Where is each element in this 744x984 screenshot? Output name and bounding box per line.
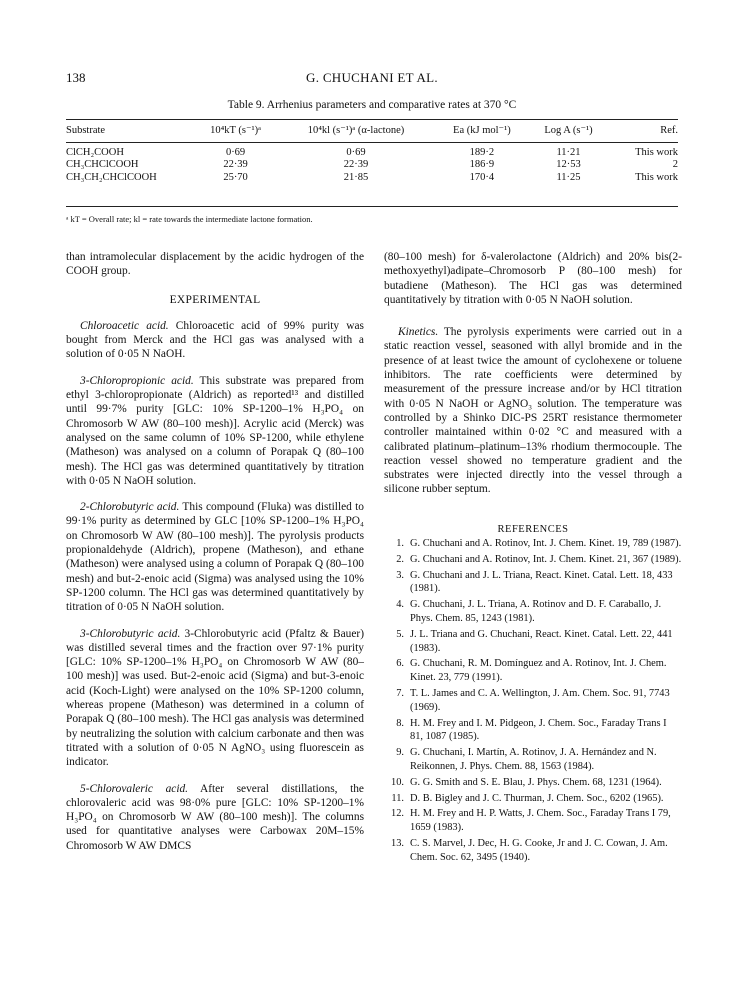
reference-item — [384, 657, 682, 685]
reference-item — [384, 746, 682, 774]
reference-text: T. L. James and C. A. Wellington, J. Am. Chem. Soc. 91, 7743 (1969). — [410, 688, 670, 713]
cell-loga: 11·25 — [556, 171, 581, 183]
reference-text: H. M. Frey and I. M. Pidgeon, J. Chem. Soc., Faraday Trans I 81, 1087 (1985). — [410, 717, 667, 743]
reference-text: G. G. Smith and S. E. Blau, J. Phys. Chem. 68, 1231 (1964). — [410, 776, 662, 788]
reference-item — [384, 792, 682, 806]
paragraph-5-chlorovaleric — [66, 782, 364, 853]
paragraph-3-chlorobutyric — [66, 627, 364, 770]
references-heading: REFERENCES — [497, 523, 569, 535]
col-header-kt: 10⁴kT (s⁻¹)ᵃ — [210, 125, 262, 136]
reference-number: 11. — [391, 792, 404, 804]
table-row — [66, 147, 678, 160]
reference-text: D. B. Bigley and J. C. Thurman, J. Chem. Soc., 6202 (1965). — [410, 792, 664, 804]
paragraph-body: This compound (Fluka) was distilled to 99·1% purity as determined by GLC [10% SP-1200–1% H₃PO₄ on Chromosorb W AW (80–100 mesh)]. The pyrolysis products propionaldehyde (Aldrich), propene (Matheson), and ethane (Matheson) were analysed using a column of Porapak Q (80–100 mesh) and but-2-enoic acid (Sigma) was analysed using the 10% SP-1200 column. The HCl gas was determined quantitatively by titration of 0·05 N NaOH solution. — [66, 501, 364, 614]
right-column — [384, 250, 682, 867]
reference-text: H. M. Frey and H. P. Watts, J. Chem. Soc., Faraday Trans I 79, 1659 (1983). — [410, 808, 671, 834]
cell-kt: 22·39 — [223, 159, 248, 171]
paragraph-head: 5-Chlorovaleric acid. — [80, 782, 189, 795]
reference-number: 6. — [396, 658, 404, 670]
reference-number: 5. — [396, 628, 404, 640]
table-row — [66, 172, 678, 185]
reference-number: 3. — [396, 569, 404, 581]
references-list — [384, 537, 682, 865]
reference-text: J. L. Triana and G. Chuchani, React. Kinet. Catal. Lett. 22, 441 (1983). — [410, 628, 673, 654]
table-bottom-rule — [66, 206, 678, 207]
reference-item — [384, 687, 682, 715]
table-row — [66, 159, 678, 172]
reference-item — [384, 553, 682, 567]
paragraph-head: 3-Chloropropionic acid. — [80, 374, 194, 387]
reference-number: 12. — [391, 808, 404, 820]
paragraph-body: Chloroacetic acid of 99% purity was bought from Merck and the HCl gas was analysed with a solution of 0·05 N NaOH. — [66, 319, 364, 361]
cell-ref: This work — [635, 171, 678, 183]
experimental-heading: EXPERIMENTAL — [169, 293, 261, 306]
cell-ea: 189·2 — [469, 146, 495, 158]
table-footnote: ᵃ kT = Overall rate; kl = rate towards the intermediate lactone formation. — [66, 214, 313, 224]
paragraph-2-chlorobutyric — [66, 500, 364, 614]
running-head: G. CHUCHANI ET AL. — [306, 70, 438, 85]
cell-kl: 21·85 — [343, 171, 369, 183]
reference-text: G. Chuchani, R. M. Domínguez and A. Rotinov, Int. J. Chem. Kinet. 23, 779 (1991). — [410, 658, 667, 684]
paragraph-3-chloropropionic — [66, 374, 364, 488]
continuation-paragraph: (80–100 mesh) for δ-valerolactone (Aldrich) and 20% bis(2-methoxyethyl)adipate–Chromosorb P (80–100 mesh) for butadiene (Matheson). The HCl gas was determined quantitatively by titration with 0·05 N NaOH solution. — [384, 251, 682, 306]
reference-item — [384, 569, 682, 597]
reference-number: 9. — [396, 747, 404, 759]
reference-item — [384, 537, 682, 551]
cell-loga: 12·53 — [556, 159, 581, 171]
paragraph-body: This substrate was prepared from ethyl 3-chloropropionate (Aldrich) as reported¹³ and distilled until 99·7% purity [GLC: 10% SP-1200–1% H₃PO₄ on Chromosorb W AW (80–100 mesh)]. Acrylic acid (Merck) was analysed on the same column of 10% SP-1200, while ethylene (Matheson) was analysed on a column of Porapak Q (80–100 mesh). The HCl gas was determined quantitatively by titration with 0·05 N NaOH solution. — [66, 374, 365, 487]
reference-number: 8. — [396, 717, 404, 729]
left-column — [66, 250, 364, 853]
reference-text: G. Chuchani, I. Martín, A. Rotinov, J. A. Hernández and N. Reikonnen, J. Phys. Chem. 88, 1563 (1984). — [410, 747, 657, 772]
cell-substrate: CH₃CHClCOOH — [66, 159, 139, 171]
cell-kl: 22·39 — [343, 159, 369, 171]
reference-text: G. Chuchani and A. Rotinov, Int. J. Chem. Kinet. 19, 789 (1987). — [410, 538, 682, 550]
reference-item — [384, 776, 682, 790]
col-header-loga: Log A (s⁻¹) — [544, 125, 593, 136]
paragraph-body: After several distillations, the chlorovaleric acid was 98·0% pure [GLC: 10% SP-1200–1% H₃PO₄ on Chromosorb W AW (80–100 mesh)]. The columns used for quantitative analyses were Carbowax 20M–15% Chromosorb W AW DMCS — [66, 782, 364, 852]
cell-substrate: CH₃CH₂CHClCOOH — [66, 171, 157, 183]
paragraph-chloroacetic — [66, 319, 364, 362]
reference-number: 7. — [396, 688, 404, 700]
reference-number: 2. — [396, 553, 404, 565]
paragraph-head: 3-Chlorobutyric acid. — [80, 627, 181, 640]
col-header-substrate: Substrate — [66, 125, 106, 136]
paragraph-body: The pyrolysis experiments were carried out in a static reaction vessel, seasoned with allyl bromide and in the presence of at least twice the amount of cyclohexene or toluene inhibitors. The rate coefficients were determined by measurement of the pressure increase and/or by HCl titration with 0·05 N NaOH or AgNO₃ solution. The temperature was controlled by a Shinko DIC-PS 25RT resistance thermometer controller maintained within 0·02 °C and measured with a calibrated platinum–platinum–13% rhodium thermocouple. The reaction vessel showed no temperature gradient and the substrates were injected directly into the vessel through a silicone rubber septum. — [384, 326, 682, 496]
reference-text: C. S. Marvel, J. Dec, H. G. Cooke, Jr and J. C. Cowan, J. Am. Chem. Soc. 62, 3495 (1940). — [410, 837, 668, 863]
reference-number: 1. — [396, 538, 404, 550]
cell-ref: 2 — [672, 159, 678, 171]
intro-paragraph: than intramolecular displacement by the acidic hydrogen of the COOH group. — [66, 251, 364, 278]
cell-substrate: ClCH₂COOH — [66, 146, 124, 158]
col-header-ea: Ea (kJ mol⁻¹) — [453, 125, 511, 136]
paragraph-head: Kinetics. — [398, 326, 439, 339]
reference-number: 13. — [391, 837, 404, 849]
reference-item — [384, 717, 682, 745]
col-header-ref: Ref. — [660, 125, 678, 136]
table-header-row — [66, 122, 678, 142]
table-caption: Table 9. Arrhenius parameters and comparative rates at 370 °C — [227, 99, 517, 111]
paragraph-kinetics — [384, 325, 682, 497]
page-number: 138 — [66, 70, 86, 85]
cell-ea: 186·9 — [469, 159, 495, 171]
paragraph-head: Chloroacetic acid. — [80, 319, 169, 332]
cell-kl: 0·69 — [346, 146, 366, 158]
reference-text: G. Chuchani, J. L. Triana, A. Rotinov and D. F. Caraballo, J. Phys. Chem. 85, 1243 (1981). — [410, 599, 662, 625]
page-header — [66, 70, 678, 88]
cell-ea: 170·4 — [469, 171, 495, 183]
cell-loga: 11·21 — [556, 146, 581, 158]
reference-text: G. Chuchani and J. L. Triana, React. Kinet. Catal. Lett. 18, 433 (1981). — [410, 569, 673, 595]
table-top-rule — [66, 119, 678, 120]
reference-item — [384, 807, 682, 835]
reference-number: 10. — [391, 776, 404, 788]
col-header-kl: 10⁴kl (s⁻¹)ᵃ (α-lactone) — [307, 125, 405, 136]
cell-ref: This work — [635, 146, 678, 158]
cell-kt: 0·69 — [225, 146, 246, 158]
reference-text: G. Chuchani and A. Rotinov, Int. J. Chem. Kinet. 21, 367 (1989). — [410, 553, 682, 565]
reference-item — [384, 837, 682, 865]
paragraph-head: 2-Chlorobutyric acid. — [80, 501, 180, 514]
reference-item — [384, 598, 682, 626]
reference-number: 4. — [396, 599, 404, 611]
arrhenius-table — [66, 122, 678, 184]
paragraph-body: 3-Chlorobutyric acid (Pfaltz & Bauer) was distilled several times and the fraction over 97·1% purity [GLC: 10% SP-1200–1% H₃PO₄ on Chromosorb W AW (80–100 mesh)] was used. But-2-enoic acid (Sigma) and but-3-enoic acid (Koch-Light) were analysed on the 10% SP-1200 column, whereas propene (Matheson) was determined in a column of Porapak Q (80–100 mesh). The HCl gas analysis was determined by neutralizing the solution with calcium carbonate and then was titrated with a solution of 0·05 N AgNO₃ using fluorescein as indicator. — [66, 627, 364, 769]
reference-item — [384, 628, 682, 656]
cell-kt: 25·70 — [223, 171, 248, 183]
